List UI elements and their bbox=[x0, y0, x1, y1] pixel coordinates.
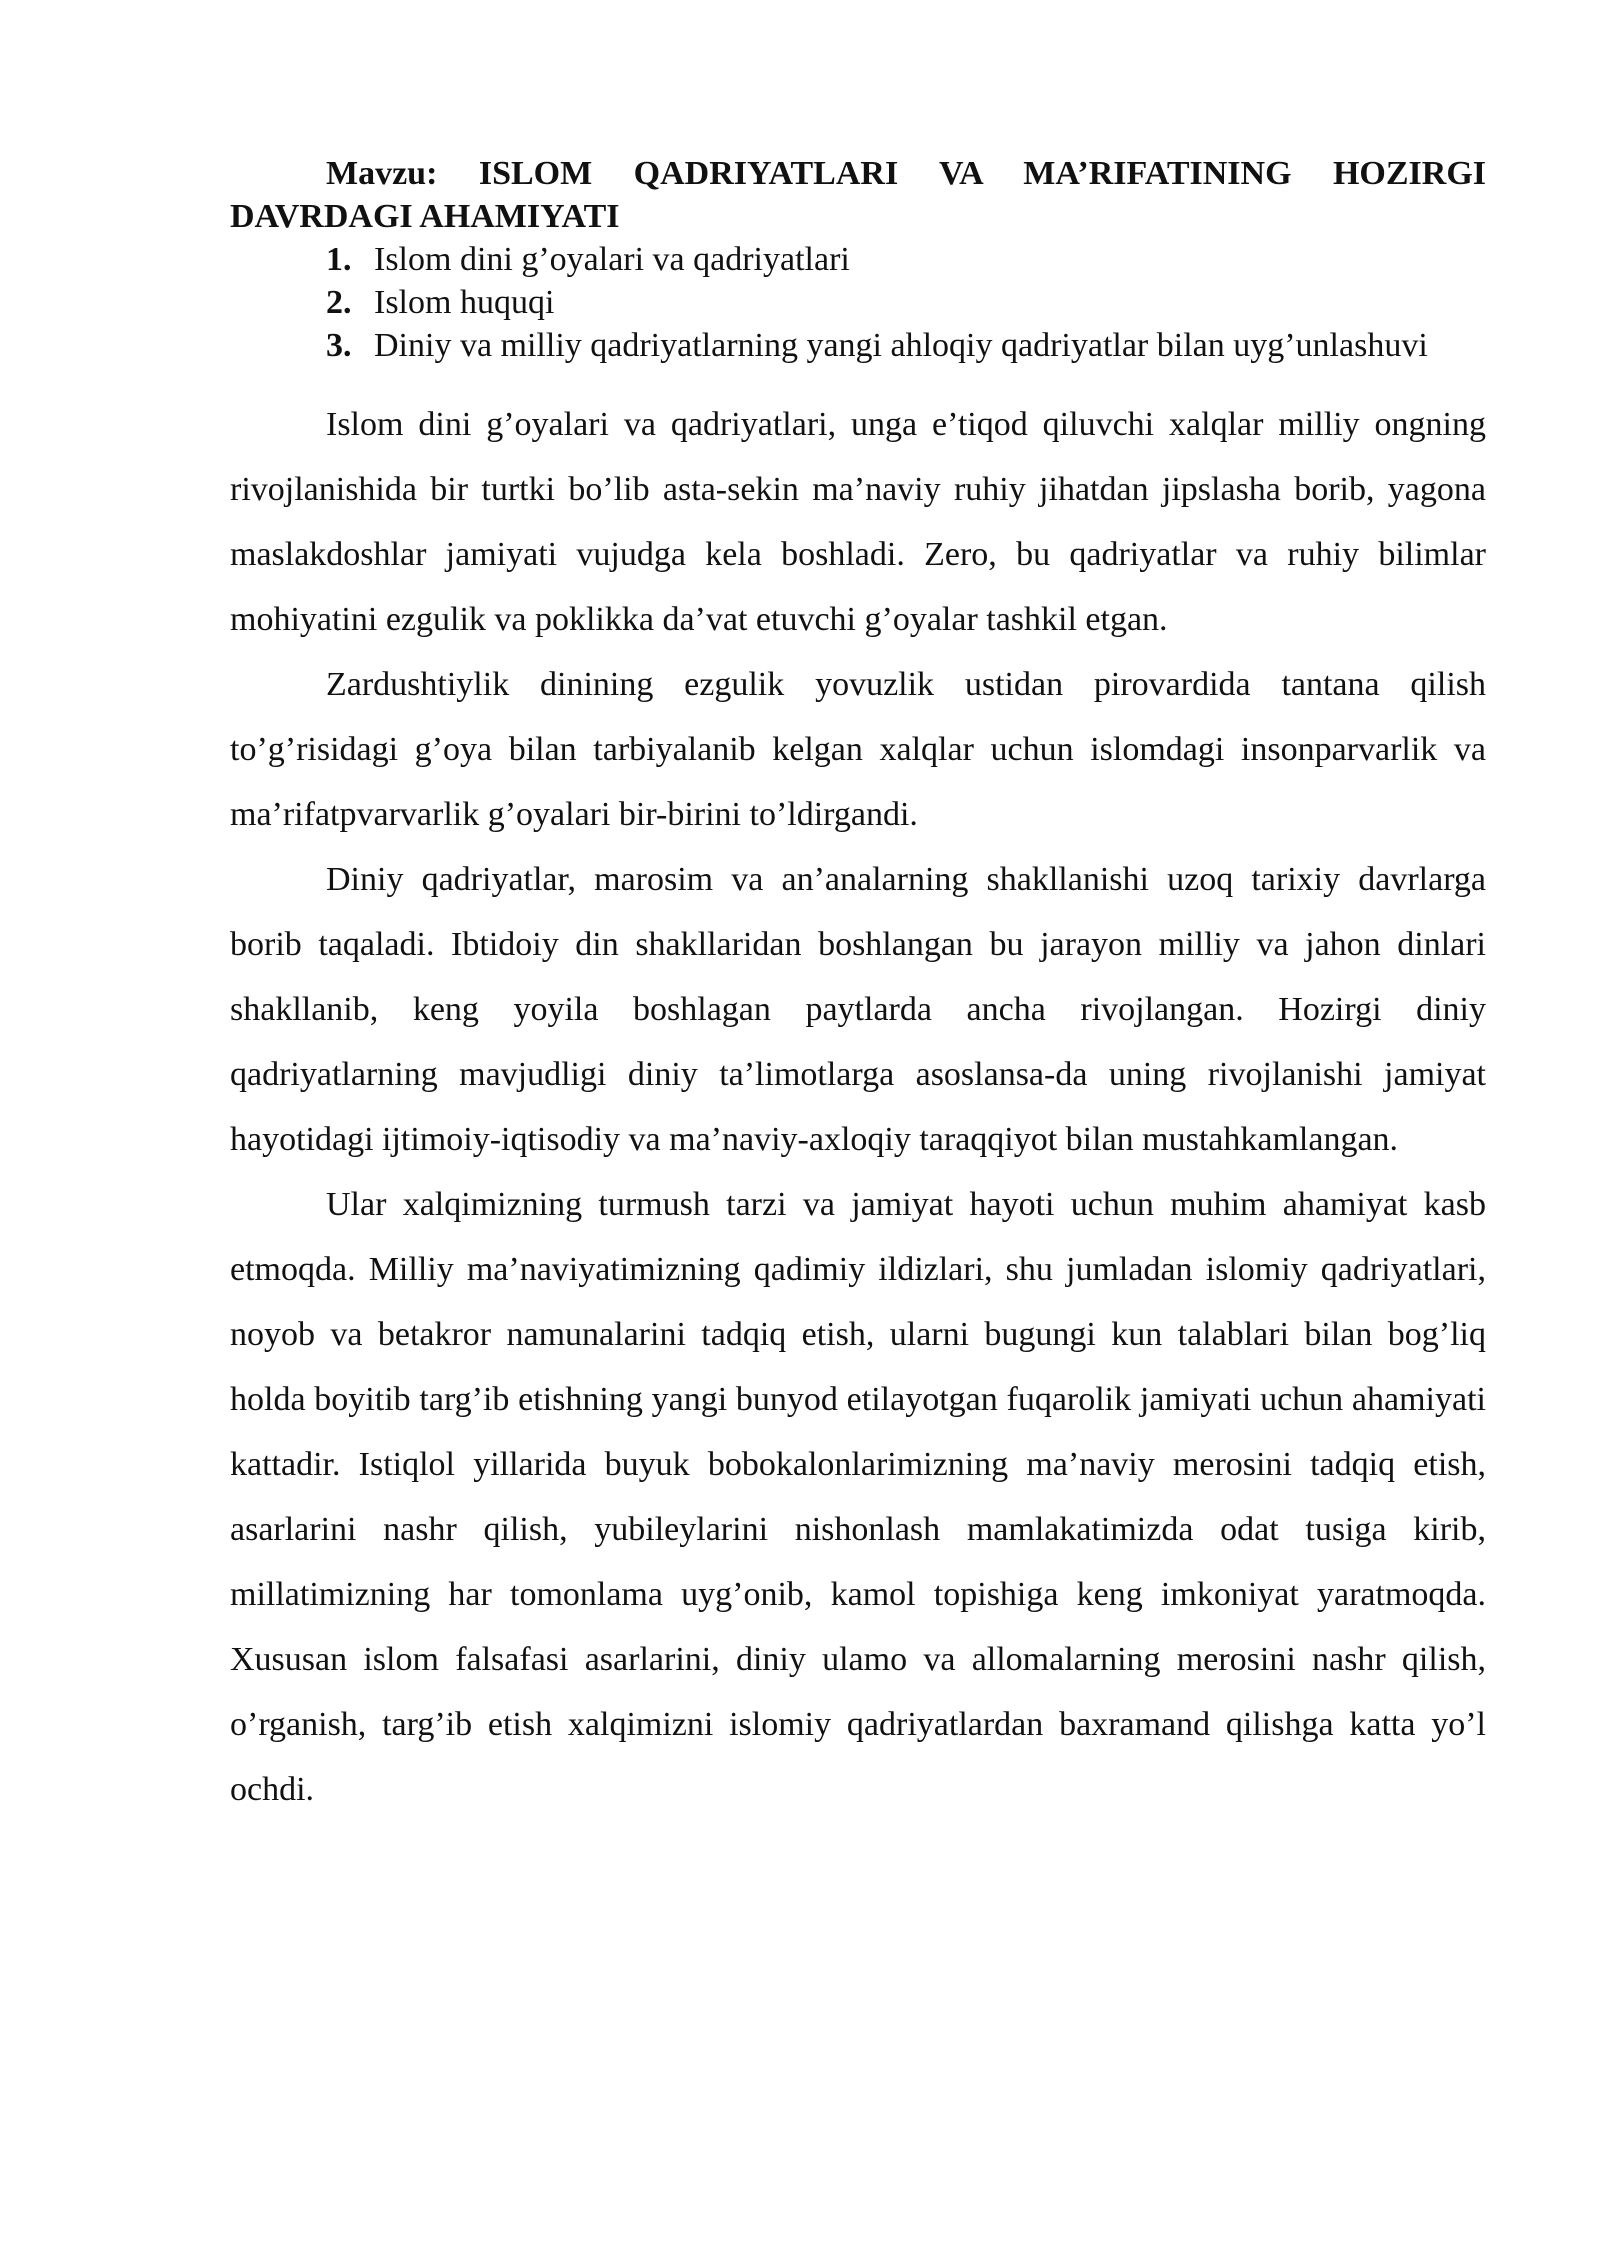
document-title: Mavzu: ISLOM QADRIYATLARI VA MA’RIFATINING HOZIRGI DAVRDAGI AHAMIYATI bbox=[230, 155, 1486, 235]
topic-list bbox=[230, 238, 1486, 367]
document-content bbox=[230, 152, 1486, 1822]
document-body bbox=[230, 392, 1486, 1822]
topic-number: 1. bbox=[326, 241, 352, 278]
topic-number: 2. bbox=[326, 284, 352, 321]
topic-text: Diniy va milliy qadriyatlarning yangi ahloqiy qadriyatlar bilan uyg’unlashuvi bbox=[374, 327, 1428, 364]
body-paragraph: Diniy qadriyatlar, marosim va an’analarning shakllanishi uzoq tarixiy davrlarga borib taqaladi. Ibtidoiy din shakllaridan boshlangan bu jarayon milliy va jahon dinlari shakllanib, keng yoyila boshlagan paytlarda ancha rivojlangan. Hozirgi diniy qadriyatlarning mavjudligi diniy ta’limotlarga asoslansa-da uning rivojlanishi jamiyat hayotidagi ijtimoiy-iqtisodiy va ma’naviy-axloqiy taraqqiyot bilan mustahkamlangan. bbox=[230, 861, 1486, 1158]
topic-item bbox=[326, 281, 1486, 324]
topic-item bbox=[326, 324, 1486, 367]
topic-item bbox=[326, 238, 1486, 281]
topic-number: 3. bbox=[326, 327, 352, 364]
body-paragraph: Ular xalqimizning turmush tarzi va jamiyat hayoti uchun muhim ahamiyat kasb etmoqda. Milliy ma’naviyatimizning qadimiy ildizlari, shu jumladan islomiy qadriyatlari, noyob va betakror namunalarini tadqiq etish, ularni bugungi kun talablari bilan bog’liq holda boyitib targ’ib etishning yangi bunyod etilayotgan fuqarolik jamiyati uchun ahamiyati kattadir. Istiqlol yillarida buyuk bobokalonlarimizning ma’naviy merosini tadqiq etish, asarlarini nashr qilish, yubileylarini nishonlash mamlakatimizda odat tusiga kirib, millatimizning har tomonlama uyg’onib, kamol topishiga keng imkoniyat yaratmoqda. Xususan islom falsafasi asarlarini, diniy ulamo va allomalarning merosini nashr qilish, o’rganish, targ’ib etish xalqimizni islomiy qadriyatlardan baxramand qilishga katta yo’l ochdi. bbox=[230, 1186, 1486, 1808]
topic-text: Islom huquqi bbox=[374, 284, 555, 321]
body-paragraph: Islom dini g’oyalari va qadriyatlari, unga e’tiqod qiluvchi xalqlar milliy ongning rivojlanishida bir turtki bo’lib asta-sekin ma’naviy ruhiy jihatdan jipslasha borib, yagona maslakdoshlar jamiyati vujudga kela boshladi. Zero, bu qadriyatlar va ruhiy bilimlar mohiyatini ezgulik va poklikka da’vat etuvchi g’oyalar tashkil etgan. bbox=[230, 406, 1486, 638]
body-paragraph: Zardushtiylik dinining ezgulik yovuzlik ustidan pirovardida tantana qilish to’g’risidagi g’oya bilan tarbiyalanib kelgan xalqlar uchun islomdagi insonparvarlik va ma’rifatpvarvarlik g’oyalari bir-birini to’ldirgandi. bbox=[230, 666, 1486, 833]
topic-text: Islom dini g’oyalari va qadriyatlari bbox=[374, 241, 850, 278]
